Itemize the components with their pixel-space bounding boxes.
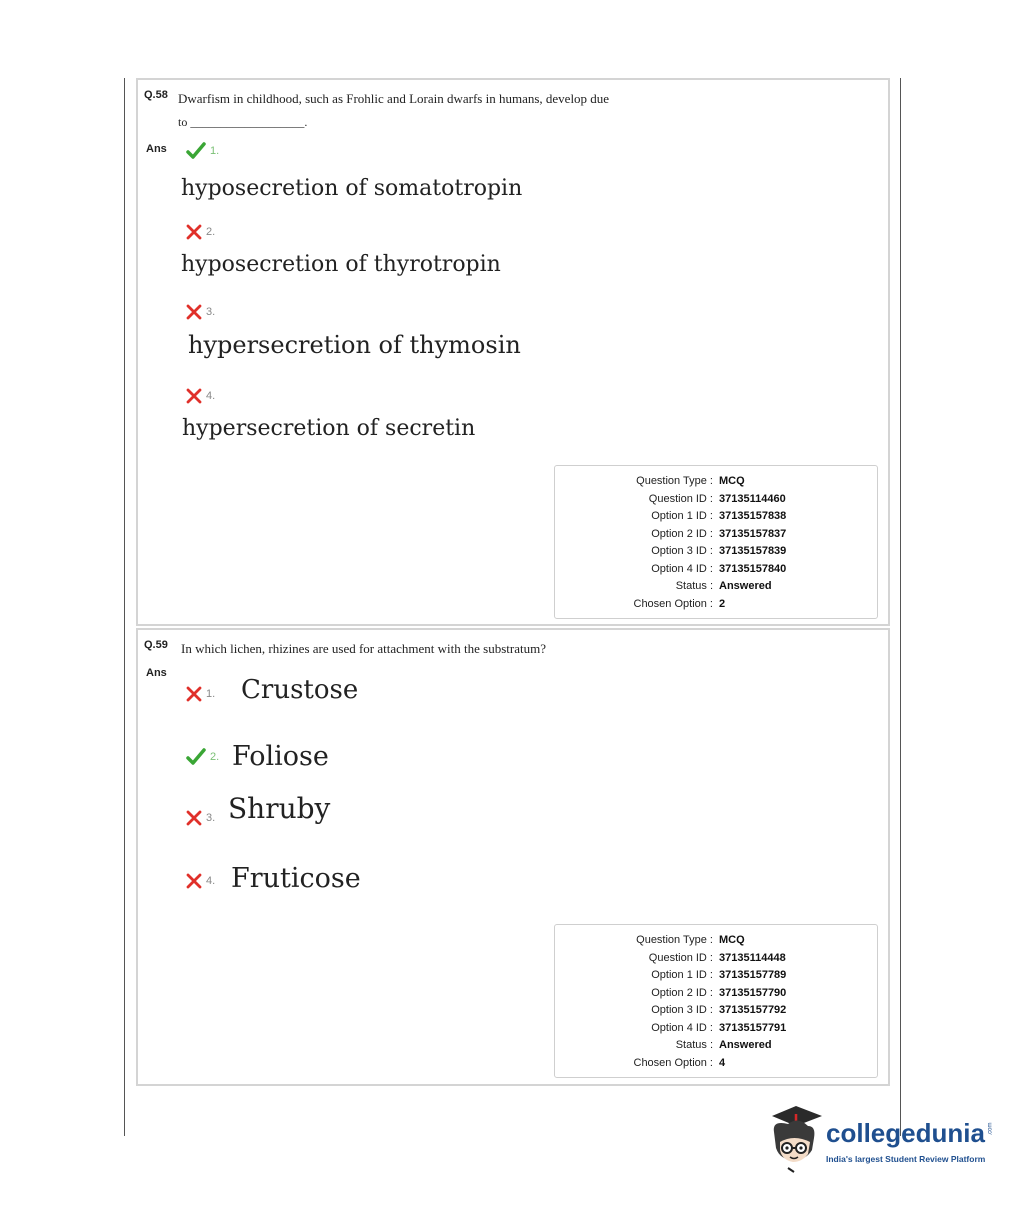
meta-option-3-id: Option 3 ID : 37135157839	[651, 545, 787, 557]
brand-tagline: India's largest Student Review Platform	[826, 1154, 986, 1164]
meta-chosen-option: Chosen Option : 2	[633, 597, 726, 610]
ans-label: Ans	[146, 667, 167, 679]
wrong-cross-icon	[186, 686, 215, 702]
mascot-icon	[766, 1102, 824, 1174]
meta-question-id: Question ID : 37135114460	[648, 492, 786, 505]
right-margin-line	[900, 78, 901, 1136]
left-margin-line	[124, 78, 125, 1136]
meta-question-type: Question Type : MCQ	[636, 475, 745, 487]
option-text: hypersecretion of thymosin	[188, 331, 521, 359]
meta-option-2-id: Option 2 ID : 37135157790	[651, 986, 787, 999]
collegedunia-logo	[766, 1102, 996, 1174]
option-number: 1.	[206, 688, 216, 700]
meta-status: Status : Answered	[675, 1039, 772, 1051]
option-text: hyposecretion of somatotropin	[181, 176, 523, 201]
meta-status: Status : Answered	[675, 580, 772, 592]
option-text: Crustose	[241, 675, 359, 705]
ans-label: Ans	[146, 143, 167, 155]
option-text: Fruticose	[231, 863, 361, 894]
meta-option-1-id: Option 1 ID : 37135157789	[651, 969, 787, 981]
question-text-line-2: to ___________________.	[178, 115, 308, 129]
question-text-line-1: Dwarfism in childhood, such as Frohlic and Lorain dwarfs in humans, develop due	[178, 91, 610, 106]
meta-chosen-option: Chosen Option : 4	[633, 1056, 726, 1069]
option-number: 4.	[206, 875, 216, 887]
option-number: 1.	[210, 145, 220, 157]
option-number: 4.	[206, 390, 216, 402]
meta-option-4-id: Option 4 ID : 37135157791	[651, 1021, 787, 1034]
option-text: hypersecretion of secretin	[182, 416, 476, 441]
question-number: Q.58	[144, 89, 168, 101]
option-text: hyposecretion of thyrotropin	[181, 252, 501, 277]
option-number: 2.	[210, 751, 220, 763]
meta-question-type: Question Type : MCQ	[636, 934, 745, 946]
option-number: 3.	[206, 306, 216, 318]
meta-question-id: Question ID : 37135114448	[648, 951, 786, 964]
wrong-cross-icon	[186, 810, 215, 826]
question-text-line-1: In which lichen, rhizines are used for attachment with the substratum?	[181, 641, 546, 656]
brand-name: collegedunia	[826, 1118, 985, 1148]
question-meta-panel	[554, 924, 878, 1078]
wrong-cross-icon	[186, 224, 215, 240]
option-number: 2.	[206, 226, 216, 238]
wrong-cross-icon	[186, 873, 215, 889]
correct-check-icon	[186, 748, 219, 766]
option-text: Shruby	[228, 792, 331, 825]
option-number: 3.	[206, 812, 216, 824]
meta-option-3-id: Option 3 ID : 37135157792	[651, 1004, 787, 1016]
question-59-card	[136, 628, 890, 1086]
wrong-cross-icon	[186, 304, 215, 320]
question-number: Q.59	[144, 639, 168, 651]
brand-suffix: .com	[987, 1122, 994, 1136]
question-58-card	[136, 78, 890, 626]
meta-option-4-id: Option 4 ID : 37135157840	[651, 562, 787, 575]
question-meta-panel	[554, 465, 878, 619]
correct-check-icon	[186, 142, 219, 160]
meta-option-1-id: Option 1 ID : 37135157838	[651, 510, 787, 522]
option-text: Foliose	[232, 741, 329, 772]
meta-option-2-id: Option 2 ID : 37135157837	[651, 527, 787, 540]
wrong-cross-icon	[186, 388, 215, 404]
